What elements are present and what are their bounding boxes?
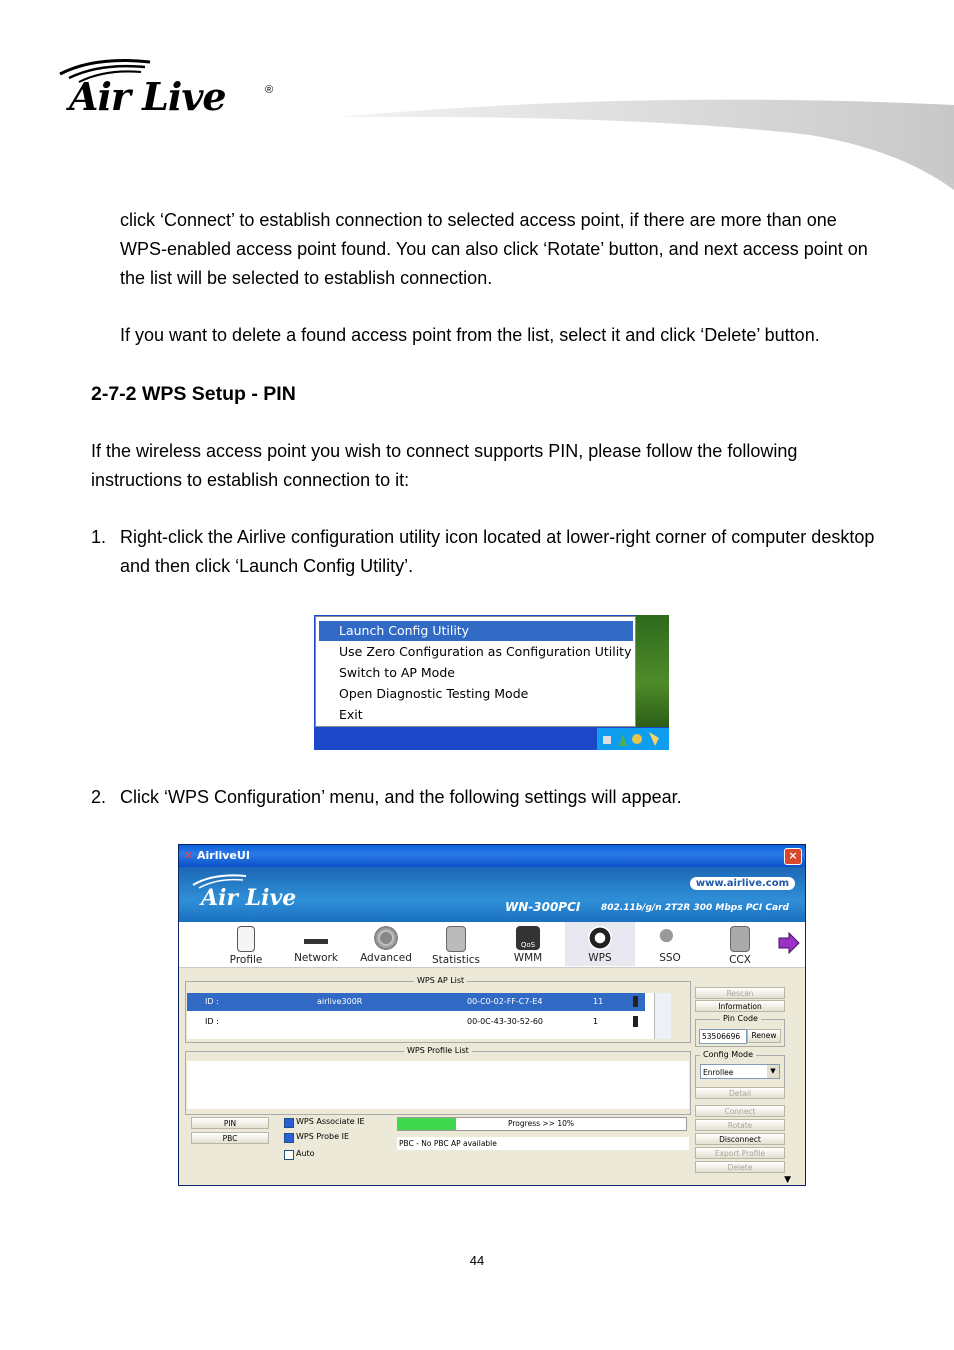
- network-icon: [304, 926, 328, 950]
- progress-fill: [398, 1118, 456, 1130]
- desktop-background: [636, 615, 669, 727]
- step-1-text: Right-click the Airlive configuration utility icon located at lower-right corner of computer desktop and then click ‘Launch Config Utility’.: [120, 527, 875, 576]
- rescan-button[interactable]: Rescan: [695, 987, 785, 999]
- auto-checkbox[interactable]: [284, 1150, 294, 1160]
- profile-icon: [237, 926, 255, 952]
- renew-button[interactable]: Renew: [747, 1029, 781, 1043]
- tool-sso[interactable]: SSO: [639, 926, 701, 964]
- disconnect-button[interactable]: Disconnect: [695, 1133, 785, 1145]
- tray-icons: [597, 728, 669, 750]
- menu-item-ap-mode[interactable]: Switch to AP Mode: [339, 665, 455, 680]
- logo-registered: ®: [265, 84, 274, 96]
- ccx-icon: [730, 926, 750, 952]
- banner-url[interactable]: www.airlive.com: [690, 877, 795, 890]
- banner-brand: Air Live: [201, 885, 297, 911]
- wps-associate-ie-checkbox[interactable]: [284, 1118, 294, 1128]
- airlive-logo: [55, 56, 285, 126]
- delete-button[interactable]: Delete: [695, 1161, 785, 1173]
- tool-ccx[interactable]: CCX: [709, 926, 771, 966]
- scroll-down-arrow-icon[interactable]: ▼: [784, 1175, 791, 1185]
- app-banner: [179, 867, 805, 922]
- menu-item-exit[interactable]: Exit: [339, 707, 363, 722]
- detail-button[interactable]: Detail: [695, 1087, 785, 1099]
- chevron-down-icon: ▼: [767, 1065, 779, 1078]
- menu-item-diagnostic[interactable]: Open Diagnostic Testing Mode: [339, 686, 529, 701]
- window-titlebar: [179, 845, 805, 867]
- step-2-text: Click ‘WPS Configuration’ menu, and the following settings will appear.: [120, 787, 682, 807]
- ap-list: [187, 993, 671, 1039]
- app-toolbar: [179, 922, 805, 968]
- wps-profile-list-label: WPS Profile List: [404, 1046, 472, 1055]
- page-number: 44: [469, 1253, 485, 1268]
- context-menu: [315, 616, 636, 727]
- tool-advanced[interactable]: Advanced: [355, 926, 417, 964]
- section-title: 2-7-2 WPS Setup - PIN: [91, 383, 296, 405]
- system-tray: [597, 728, 669, 750]
- airlive-ui-window: ✕ AirliveUI × Air Live www.airlive.com WN-300PCI 802.11b/g/n 2T2R 300 Mbps PCI Card Profile Network Advanced Statistics QoS WMM WPS SSO CCX WPS AP List ID : airlive300R 00-C0-02-FF-C7-E4 11 ID : 00-0C-43-30-52-60 1 WPS Profile List Rescan Information Pin Code 53506696 Renew Config Mode Enrollee ▼ Detail Connect Rotate Disconnect Export Profile Delete PIN PBC WPS Associate IE WPS Probe IE Auto Progress >> 10% PBC - No PBC AP available ▼: [178, 844, 806, 1186]
- gear-icon: [374, 926, 398, 950]
- close-button[interactable]: ×: [784, 848, 802, 865]
- rotate-button[interactable]: Rotate: [695, 1119, 785, 1131]
- qos-icon: QoS: [516, 926, 540, 950]
- next-arrow-icon[interactable]: [777, 932, 801, 954]
- menu-item-zero-config[interactable]: Use Zero Configuration as Configuration Utility: [339, 644, 632, 659]
- information-button[interactable]: Information: [695, 1000, 785, 1012]
- paragraph-intro: If the wireless access point you wish to connect supports PIN, please follow the following instructions to establish connection to it:: [91, 441, 798, 490]
- lock-icon: [633, 1016, 638, 1027]
- logo-text: Air Live: [69, 74, 226, 119]
- tool-statistics[interactable]: Statistics: [425, 926, 487, 966]
- config-mode-group: Config Mode: [695, 1055, 785, 1089]
- paragraph-delete: If you want to delete a found access point from the list, select it and click ‘Delete’ button.: [120, 325, 820, 345]
- pin-button[interactable]: PIN: [191, 1117, 269, 1129]
- step-1-number: 1.: [91, 527, 107, 547]
- progress-bar: [397, 1117, 687, 1131]
- tool-network[interactable]: Network: [285, 926, 347, 964]
- ap-row[interactable]: ID : 00-0C-43-30-52-60 1: [187, 1013, 645, 1031]
- paragraph-connect: click ‘Connect’ to establish connection to selected access point, if there are more than one WPS-enabled access point found. You can also click ‘Rotate’ button, and next access point on the list will be selected to establish connection.: [120, 210, 868, 288]
- wps-icon: [588, 926, 612, 950]
- key-icon: [658, 926, 682, 950]
- ap-list-scrollbar[interactable]: [654, 993, 671, 1039]
- ap-row-selected[interactable]: ID : airlive300R 00-C0-02-FF-C7-E4 11: [187, 993, 645, 1011]
- tool-wmm[interactable]: QoS WMM: [497, 926, 559, 964]
- wps-probe-ie-checkbox[interactable]: [284, 1133, 294, 1143]
- wps-ap-list-label: WPS AP List: [414, 976, 467, 985]
- window-title: AirliveUI: [197, 849, 250, 862]
- tool-wps[interactable]: WPS: [565, 922, 635, 966]
- app-icon: ✕: [184, 849, 194, 862]
- pbc-button[interactable]: PBC: [191, 1132, 269, 1144]
- pin-code-group: Pin Code: [695, 1019, 785, 1047]
- lock-icon: [633, 996, 638, 1007]
- progress-text: Progress >> 10%: [508, 1119, 575, 1128]
- tool-profile[interactable]: Profile: [215, 926, 277, 966]
- banner-model-desc: 802.11b/g/n 2T2R 300 Mbps PCI Card: [601, 903, 789, 913]
- menu-item-launch-config[interactable]: Launch Config Utility: [319, 621, 633, 641]
- context-menu-screenshot: [314, 615, 669, 750]
- banner-model: WN-300PCI: [505, 900, 581, 914]
- export-profile-button[interactable]: Export Profile: [695, 1147, 785, 1159]
- config-mode-select[interactable]: Enrollee ▼: [700, 1064, 780, 1079]
- step-2-number: 2.: [91, 787, 107, 807]
- header-swoosh-decoration: [340, 95, 954, 195]
- connect-button[interactable]: Connect: [695, 1105, 785, 1117]
- wps-profile-list: [187, 1061, 689, 1109]
- pin-code-field[interactable]: 53506696: [699, 1029, 747, 1044]
- calculator-icon: [446, 926, 466, 952]
- status-text: PBC - No PBC AP available: [397, 1137, 689, 1150]
